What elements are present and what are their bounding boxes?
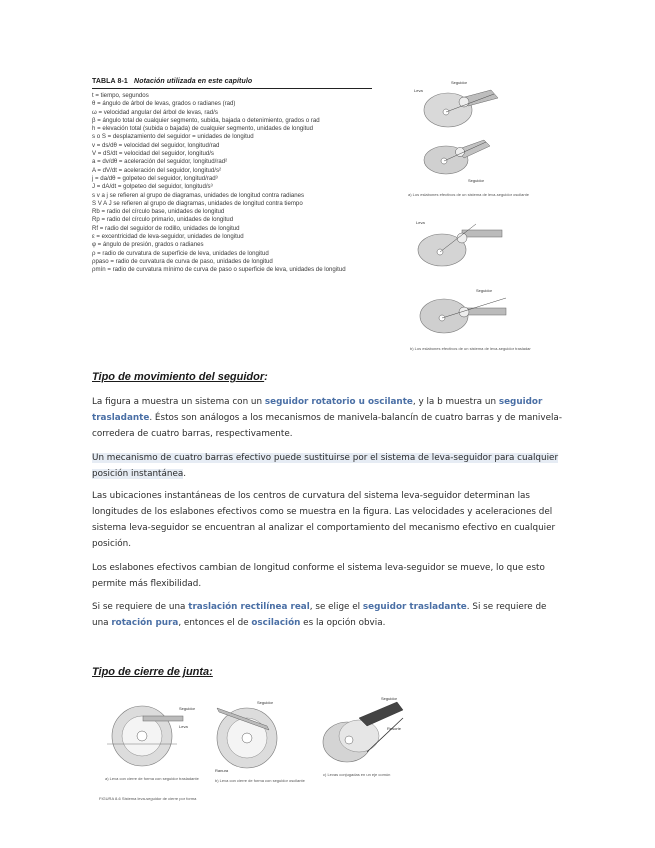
table-rows	[92, 92, 372, 275]
table-row: J = dA/dt = golpeteo del seguidor, longitud/s³	[92, 183, 213, 191]
table-row: a = dv/dθ = aceleración del seguidor, longitud/rad²	[92, 158, 228, 166]
table-row: Rb = radio del círculo base, unidades de longitud	[92, 208, 225, 216]
effective-links-figure	[406, 78, 531, 368]
paragraph-figure-description: La figura a muestra un sistema con un seguidor rotatorio u oscilante, y la b muestra un seguidor trasladante. Éstos son análogos a los mecanismos de manivela-balancín de cuatro barras y de manivela-corredera de cuatro barras, respectivamente.	[92, 397, 562, 439]
table-row: A = dV/dt = aceleración del seguidor, longitud/s²	[92, 166, 222, 174]
label-seguidor-1: Seguidor	[451, 80, 468, 85]
paragraph-effective-links: Los eslabones efectivos cambian de longitud conforme el sistema leva-seguidor se mueve, lo que esto permite más flexibilidad.	[92, 563, 545, 589]
table-row: j = da/dθ = golpeteo del seguidor, longitud/rad³	[92, 174, 218, 182]
table-row: ε = excentricidad de leva-seguidor, unidades de longitud	[92, 233, 244, 241]
term-translating-follower-2: seguidor trasladante	[362, 602, 467, 612]
oscillating-diagram-2	[408, 140, 530, 197]
table-row: ρmín = radio de curvatura mínimo de curva de paso o superficie de leva, unidades de longitud	[92, 266, 346, 274]
table-row: β = ángulo total de cualquier segmento, subida, bajada o detenimiento, grados o rad	[92, 116, 320, 124]
cam-diagram-a	[105, 706, 200, 781]
term-oscillation: oscilación	[251, 618, 301, 628]
label-seguidor-3: Seguidor	[476, 288, 493, 293]
table-row: S V A J se refieren al grupo de diagramas, unidades de longitud contra tiempo	[92, 199, 303, 207]
label-seguidor-a: Seguidor	[179, 706, 196, 711]
term-translating-follower: seguidor trasladante	[92, 397, 543, 423]
table-row: ρpaso = radio de curvatura de curva de paso, unidades de longitud	[92, 257, 273, 265]
highlighted-text: Un mecanismo de cuatro barras efectivo puede sustituirse por el sistema de leva-seguidor para cualquier posición instantánea	[92, 453, 559, 479]
table-row: s v a j se refieren al grupo de diagramas, unidades de longitud contra radianes	[92, 191, 305, 199]
table-row: V = dS/dt = velocidad del seguidor, longitud/s	[92, 150, 214, 158]
cam-diagram-b	[215, 700, 306, 783]
form-closed-cam-figure	[97, 696, 417, 806]
label-ranura-b: Ranura	[215, 768, 229, 773]
table-row: h = elevación total (subida o bajada) de cualquier segmento, unidades de longitud	[92, 125, 314, 133]
figure-title: FIGURA 8-6 Sistema leva-seguidor de cierre por forma	[99, 796, 197, 801]
table-row: φ = ángulo de presión, grados o radianes	[92, 241, 204, 249]
table-number: TABLA 8-1	[92, 78, 128, 85]
table-row: Rp = radio del círculo primario, unidades de longitud	[92, 216, 234, 224]
caption-bottom-a: a) Leva con cierre de forma con seguidor trasladante	[105, 776, 199, 781]
table-title-text: Notación utilizada en este capítulo	[134, 78, 253, 85]
label-seguidor-b: Seguidor	[257, 700, 274, 705]
table-row: s o S = desplazamiento del seguidor = unidades de longitud	[92, 133, 254, 141]
caption-bottom-c: c) Levas conjugadas en un eje común	[323, 772, 391, 777]
effective-links-drawing	[406, 78, 531, 368]
table-title	[92, 78, 372, 87]
paragraph-instant-locations: Las ubicaciones instantáneas de los centros de curvatura del sistema leva-seguidor determinan las longitudes de los eslabones efectivos como se muestra en la figura. Las velocidades y aceleraciones del sistema leva-seguidor se encuentran al analizar el comportamiento del mecanismo efectivo en cualquier posición.	[92, 491, 556, 549]
table-top-rule	[92, 88, 372, 89]
caption-bottom-b: b) Leva con cierre de forma con seguidor oscilante	[215, 778, 305, 783]
cam-diagram-c	[323, 696, 403, 777]
translating-diagram-1	[416, 220, 502, 266]
term-rotating-follower: seguidor rotatorio u oscilante	[264, 397, 413, 407]
table-row: ρ = radio de curvatura de superficie de leva, unidades de longitud	[92, 249, 269, 257]
table-row: t = tiempo, segundos	[92, 92, 149, 99]
label-leva-a: Leva	[179, 724, 188, 729]
label-leva-1: Leva	[414, 88, 423, 93]
term-rectilinear: traslación rectilínea real	[188, 602, 310, 612]
table-row: Rf = radio del seguidor de rodillo, unidades de longitud	[92, 224, 240, 232]
label-seguidor-c: Seguidor	[381, 696, 398, 701]
translating-diagram-2	[410, 288, 531, 351]
caption-a: a) Los eslabones efectivos de un sistema de leva-seguidor oscilante	[408, 192, 529, 197]
label-seguidor-2: Seguidor	[468, 178, 485, 183]
section-heading-joint-closure: Tipo de cierre de junta:	[92, 666, 213, 678]
label-resorte-c: Resorte	[387, 726, 402, 731]
notation-table	[92, 78, 372, 275]
table-row: θ = ángulo de árbol de levas, grados o radianes (rad)	[92, 100, 236, 108]
table-row: v = ds/dθ = velocidad del seguidor, longitud/rad	[92, 141, 220, 149]
oscillating-diagram-1	[414, 80, 498, 127]
paragraph-selection: Si se requiere de una traslación rectilínea real, se elige el seguidor trasladante. Si se requiere de una rotación pura, entonces el de oscilación es la opción obvia.	[92, 602, 547, 628]
term-pure-rotation: rotación pura	[111, 618, 179, 628]
form-closed-cam-drawing	[97, 696, 417, 806]
label-leva-2: Leva	[416, 220, 425, 225]
caption-b: b) Los eslabones efectivos de un sistema de leva-seguidor trasladante	[410, 346, 531, 351]
paragraph-effective-mechanism: Un mecanismo de cuatro barras efectivo puede sustituirse por el sistema de leva-seguidor para cualquier posición instantánea.	[92, 453, 559, 479]
section-heading-movement: Tipo de movimiento del seguidor:	[92, 371, 268, 383]
table-row: ω = velocidad angular del árbol de levas, rad/s	[92, 108, 218, 116]
